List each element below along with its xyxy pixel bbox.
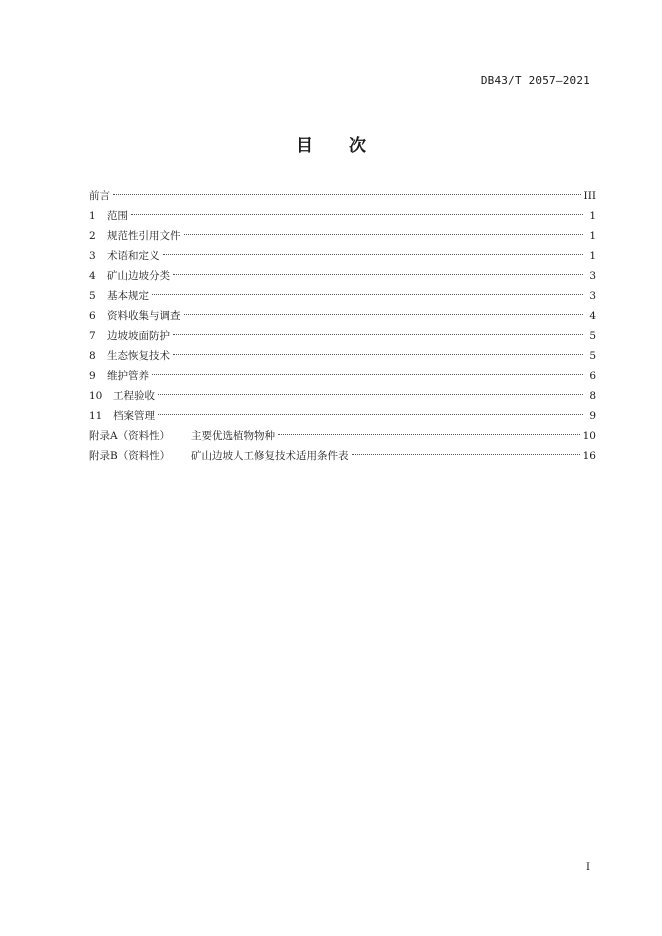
toc-entry-page: 1 [589,250,596,262]
toc-entry-5[interactable] [89,286,596,306]
toc-entry-2[interactable] [89,226,596,246]
toc-leader-dots [352,454,580,455]
toc-entry-preface[interactable] [89,186,596,206]
toc-entry-number: 11 [89,410,103,422]
toc-entry-number: 9 [89,370,96,382]
toc-title-part2: 次 [349,136,366,156]
toc-entry-number: 2 [89,230,96,242]
toc-entry-title: 工程验收 [113,390,155,402]
toc-entry-page: 16 [582,450,596,462]
toc-entry-title: 前言 [89,190,110,202]
toc-entry-number: 3 [89,250,96,262]
toc-entry-page: 5 [589,350,596,362]
toc-entry-number: 10 [89,390,103,402]
toc-entry-number: 附录A（资料性） [89,430,171,442]
toc-entry-page: 3 [589,290,596,302]
toc-leader-dots [158,414,583,415]
toc-entry-page: 9 [589,410,596,422]
toc-entry-11[interactable] [89,406,596,426]
toc-entry-page: 3 [589,270,596,282]
toc-title [0,131,662,156]
toc-entry-4[interactable] [89,266,596,286]
toc-entry-7[interactable] [89,326,596,346]
toc-leader-dots [173,354,583,355]
toc-entry-9[interactable] [89,366,596,386]
toc-leader-dots [152,294,583,295]
toc-leader-dots [173,334,583,335]
toc-entry-3[interactable] [89,246,596,266]
toc-entry-page: 5 [589,330,596,342]
toc-entry-page: 4 [589,310,596,322]
toc-leader-dots [158,394,583,395]
toc-leader-dots [184,314,584,315]
toc-entry-title: 基本规定 [107,290,149,302]
toc-leader-dots [163,254,584,255]
toc-entry-title: 主要优选植物物种 [191,430,275,442]
toc-entry-appendix-a[interactable] [89,426,596,446]
toc-entry-title: 矿山边坡分类 [107,270,170,282]
toc-entry-title: 生态恢复技术 [107,350,170,362]
toc-entry-number: 6 [89,310,96,322]
toc-entry-8[interactable] [89,346,596,366]
toc-leader-dots [184,234,584,235]
toc-entry-title: 档案管理 [113,410,155,422]
toc-leader-dots [152,374,583,375]
toc-list [89,186,596,466]
toc-entry-page: III [583,190,596,202]
toc-entry-page: 6 [589,370,596,382]
page-number: I [586,862,590,873]
toc-entry-number: 8 [89,350,96,362]
toc-entry-number: 4 [89,270,96,282]
toc-leader-dots [131,214,583,215]
toc-entry-title: 边坡坡面防护 [107,330,170,342]
toc-entry-number: 1 [89,210,96,222]
toc-title-part1: 目 [296,136,313,156]
toc-entry-1[interactable] [89,206,596,226]
toc-leader-dots [173,274,583,275]
toc-entry-title: 范围 [107,210,128,222]
toc-entry-page: 1 [589,210,596,222]
toc-entry-appendix-b[interactable] [89,446,596,466]
toc-entry-page: 8 [589,390,596,402]
toc-entry-6[interactable] [89,306,596,326]
toc-entry-page: 10 [582,430,596,442]
toc-entry-number: 5 [89,290,96,302]
toc-entry-title: 矿山边坡人工修复技术适用条件表 [191,450,349,462]
standard-code: DB43/T 2057—2021 [480,74,590,87]
toc-entry-number: 附录B（资料性） [89,450,171,462]
toc-entry-number: 7 [89,330,96,342]
toc-entry-title: 维护管养 [107,370,149,382]
toc-entry-10[interactable] [89,386,596,406]
toc-leader-dots [278,434,580,435]
toc-entry-title: 规范性引用文件 [107,230,181,242]
toc-leader-dots [113,194,581,195]
toc-entry-page: 1 [589,230,596,242]
toc-entry-title: 资料收集与调查 [107,310,181,322]
toc-entry-title: 术语和定义 [107,250,160,262]
